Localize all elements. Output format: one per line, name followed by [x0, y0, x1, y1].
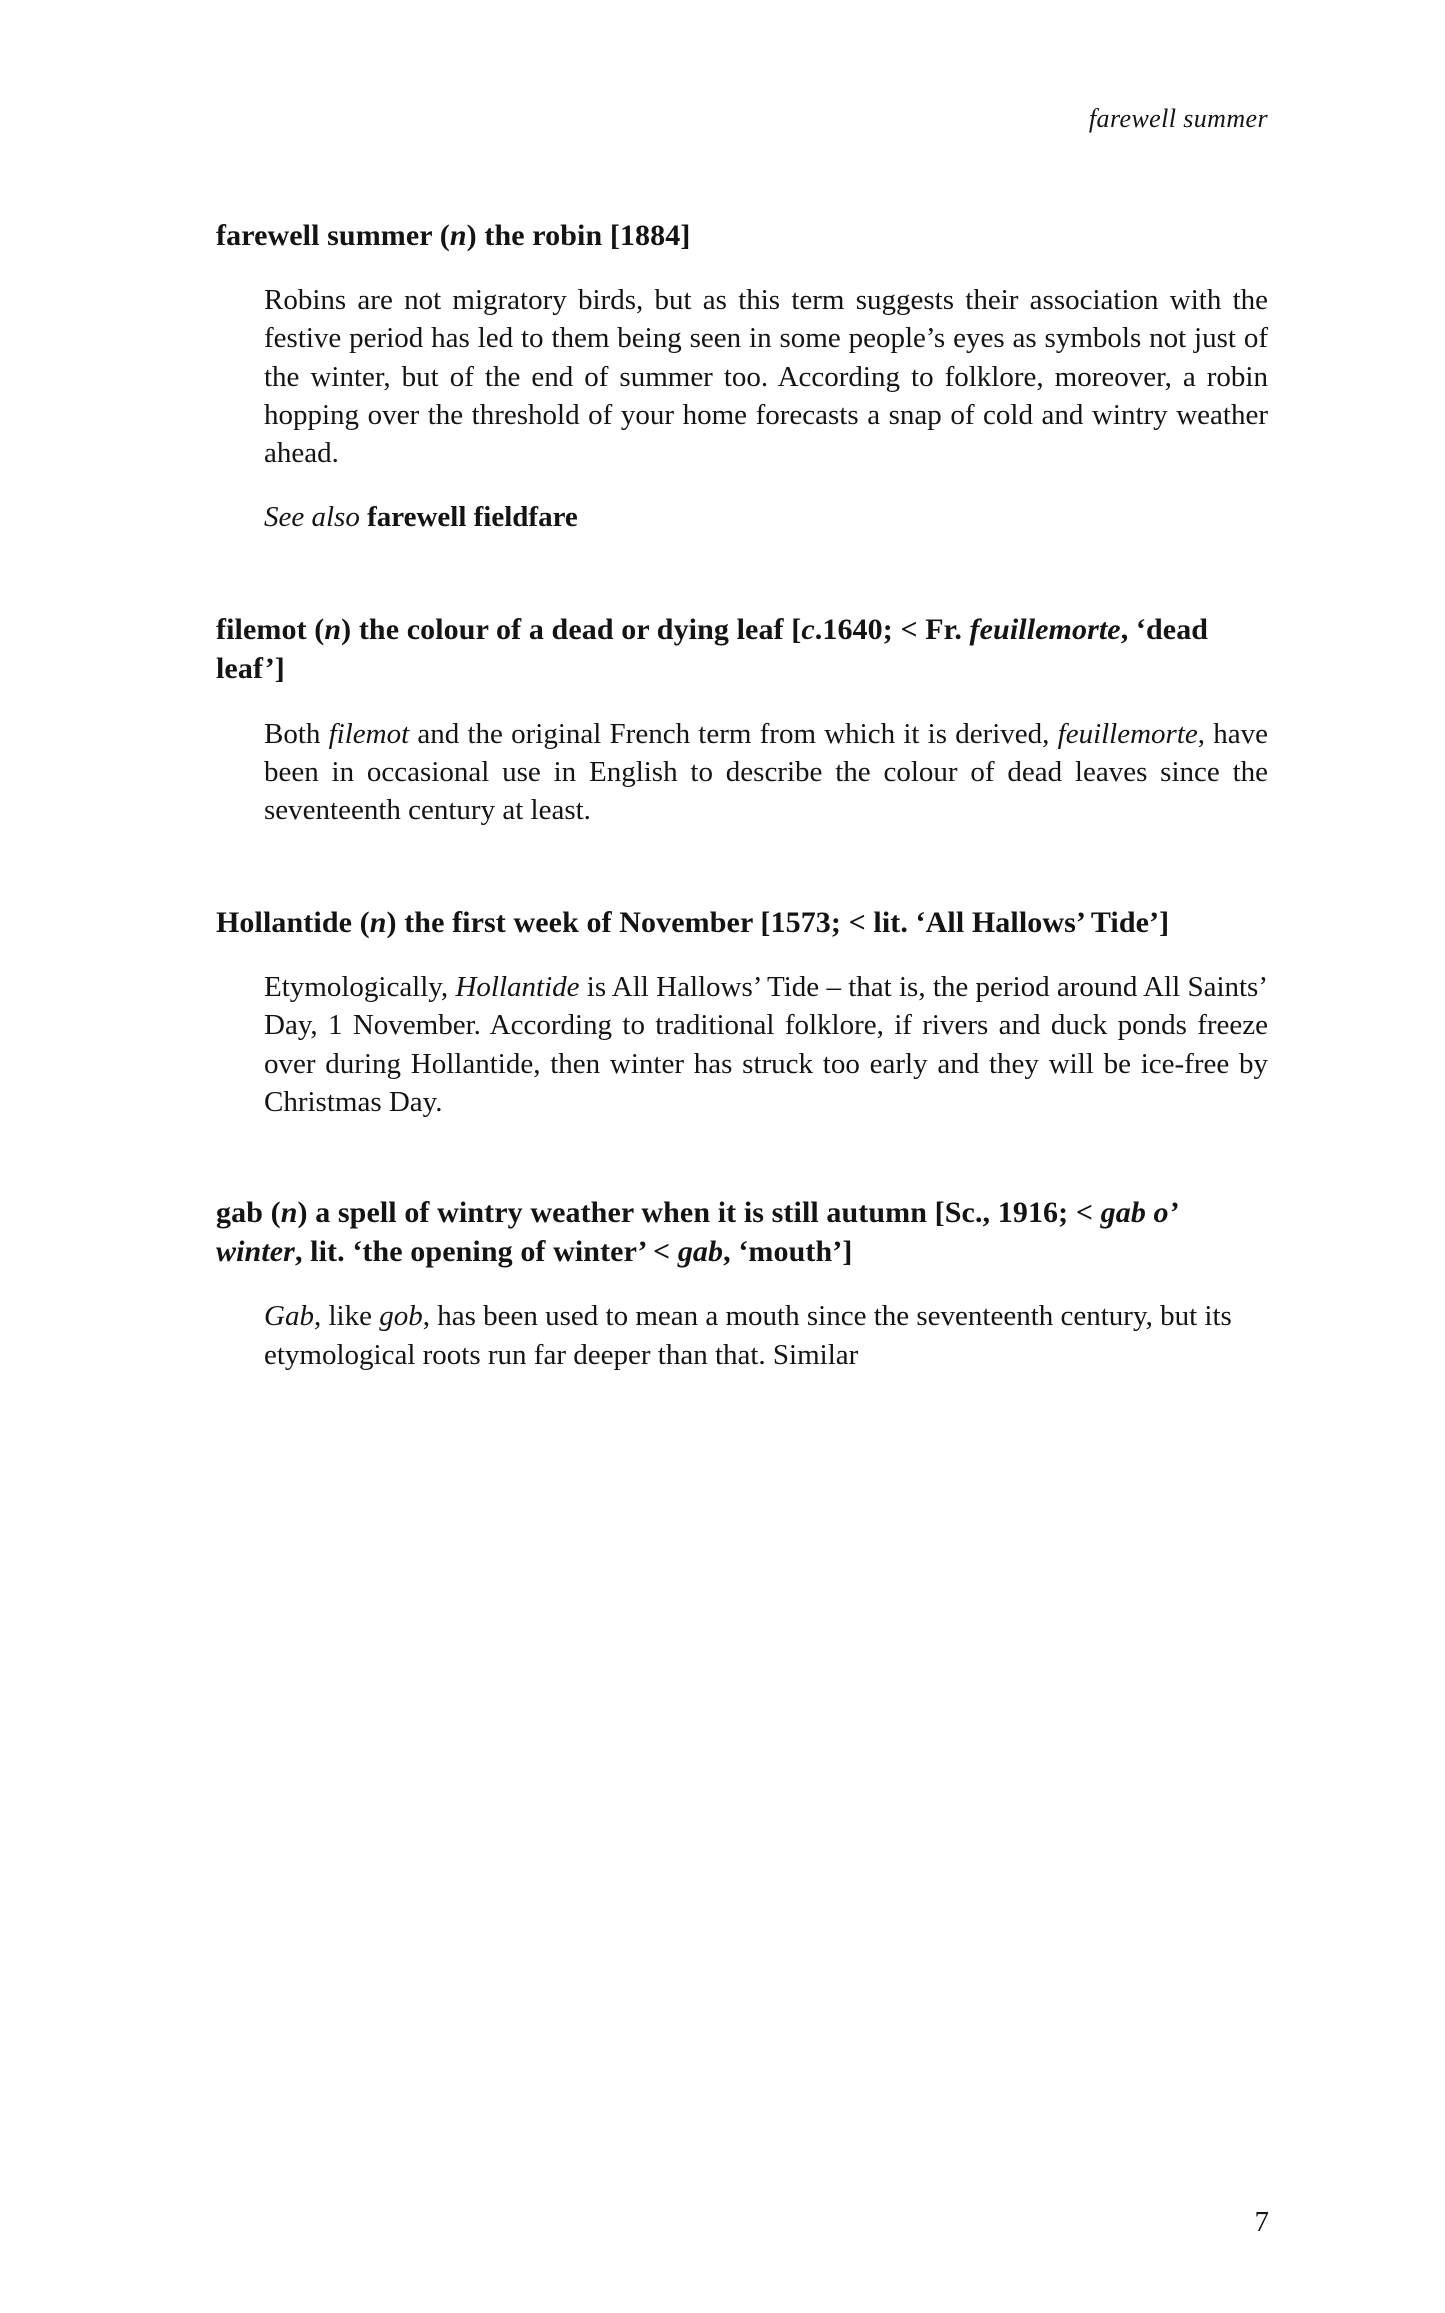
spacer — [216, 689, 1268, 715]
entry-headline — [216, 610, 1268, 689]
head-etymon-2: gab — [677, 1235, 724, 1269]
body-segment-3: , have been in occasional use in English to describe the colour of dead leaves since the seventeenth century at least. — [264, 717, 1268, 826]
headword: Hollantide — [216, 906, 353, 940]
entry-headline — [216, 216, 1268, 255]
spacer — [216, 1271, 1268, 1297]
head-circa-abbrev: c — [801, 613, 815, 647]
part-of-speech: n — [369, 906, 387, 940]
entry-body-text: Robins are not migratory birds, but as this term suggests their association with the festive period has led to them being seen in some people’s eyes as symbols not just of the winter, but of the end of summer too. According to folklore, moreover, a robin hopping over the threshold of your home forecasts a snap of cold and wintry weather ahead. — [264, 284, 1268, 469]
body-segment-1: , like — [313, 1300, 380, 1333]
headword: filemot — [216, 613, 307, 647]
body-segment-1: Both — [264, 717, 329, 750]
head-etymon-1: gab o’ winter — [216, 1195, 1177, 1269]
dictionary-entry-filemot — [216, 610, 1268, 829]
running-head-text: farewell summer — [1088, 104, 1268, 133]
spacer — [216, 942, 1268, 968]
body-segment-2: and the original French term from which it is derived, — [409, 717, 1058, 750]
part-of-speech: n — [280, 1195, 298, 1229]
entry-headline — [216, 903, 1268, 942]
head-paren-open: ( — [352, 906, 370, 940]
page-number-text: 7 — [1254, 2206, 1269, 2238]
body-italic-term-2: feuillemorte — [1057, 717, 1198, 750]
part-of-speech: n — [324, 613, 342, 647]
head-paren-open: ( — [432, 219, 450, 252]
head-segment-3: , ‘mouth’] — [723, 1235, 853, 1269]
entry-body-text — [216, 715, 1268, 829]
entry-headline — [216, 1193, 1268, 1272]
entry-body-text — [216, 968, 1268, 1121]
part-of-speech: n — [449, 219, 467, 252]
spacer — [216, 472, 1268, 498]
see-also-line — [216, 498, 1268, 536]
body-segment-1: Etymologically, — [264, 971, 456, 1004]
body-italic-term-1: filemot — [328, 717, 410, 750]
headword: gab — [216, 1195, 263, 1229]
body-italic-term-1: Gab — [264, 1300, 314, 1333]
entry-spacer — [216, 1121, 1268, 1193]
spacer — [216, 255, 1268, 281]
head-segment-3: , ‘dead leaf’] — [216, 613, 1209, 686]
dictionary-entry-farewell-summer — [216, 216, 1268, 536]
head-segment-1: ) a spell of wintry weather when it is still autumn [Sc., 1916; < — [297, 1195, 1101, 1229]
headword: farewell summer — [216, 219, 433, 252]
head-remainder: ) the first week of November [1573; < lit. ‘All Hallows’ Tide’] — [386, 906, 1170, 940]
page-number — [0, 2206, 1269, 2239]
see-also-label: See also — [264, 500, 360, 533]
head-paren-open: ( — [263, 1195, 281, 1229]
body-italic-term-1: Hollantide — [455, 971, 580, 1004]
entry-body-text — [216, 1297, 1268, 1373]
head-remainder: ) the robin [1884] — [466, 219, 691, 252]
body-segment-2: is All Hallows’ Tide – that is, the period around All Saints’ Day, 1 November. According to traditional folklore, if rivers and duck ponds freeze over during Hollantide, then winter has struck too early and they will be ice-free by Christmas Day. — [264, 971, 1269, 1118]
dictionary-entry-hollantide — [216, 903, 1268, 1121]
entry-spacer — [216, 536, 1268, 610]
dictionary-entry-gab — [216, 1193, 1268, 1374]
running-head — [0, 104, 1268, 134]
see-also-target[interactable]: farewell fieldfare — [367, 500, 578, 533]
page-content — [216, 216, 1268, 1374]
head-etymon: feuillemorte — [969, 613, 1121, 647]
body-italic-term-2: gob — [379, 1300, 423, 1333]
head-segment-1: ) the colour of a dead or dying leaf [ — [341, 613, 802, 647]
body-segment-2: , has been used to mean a mouth since the seventeenth century, but its etymological roots run far deeper than that. Similar — [264, 1300, 1232, 1371]
head-paren-open: ( — [306, 613, 325, 647]
entry-spacer — [216, 829, 1268, 903]
see-also-space — [360, 501, 367, 533]
head-segment-2: , lit. ‘the opening of winter’ < — [294, 1235, 678, 1269]
head-segment-2: .1640; < Fr. — [814, 613, 970, 647]
